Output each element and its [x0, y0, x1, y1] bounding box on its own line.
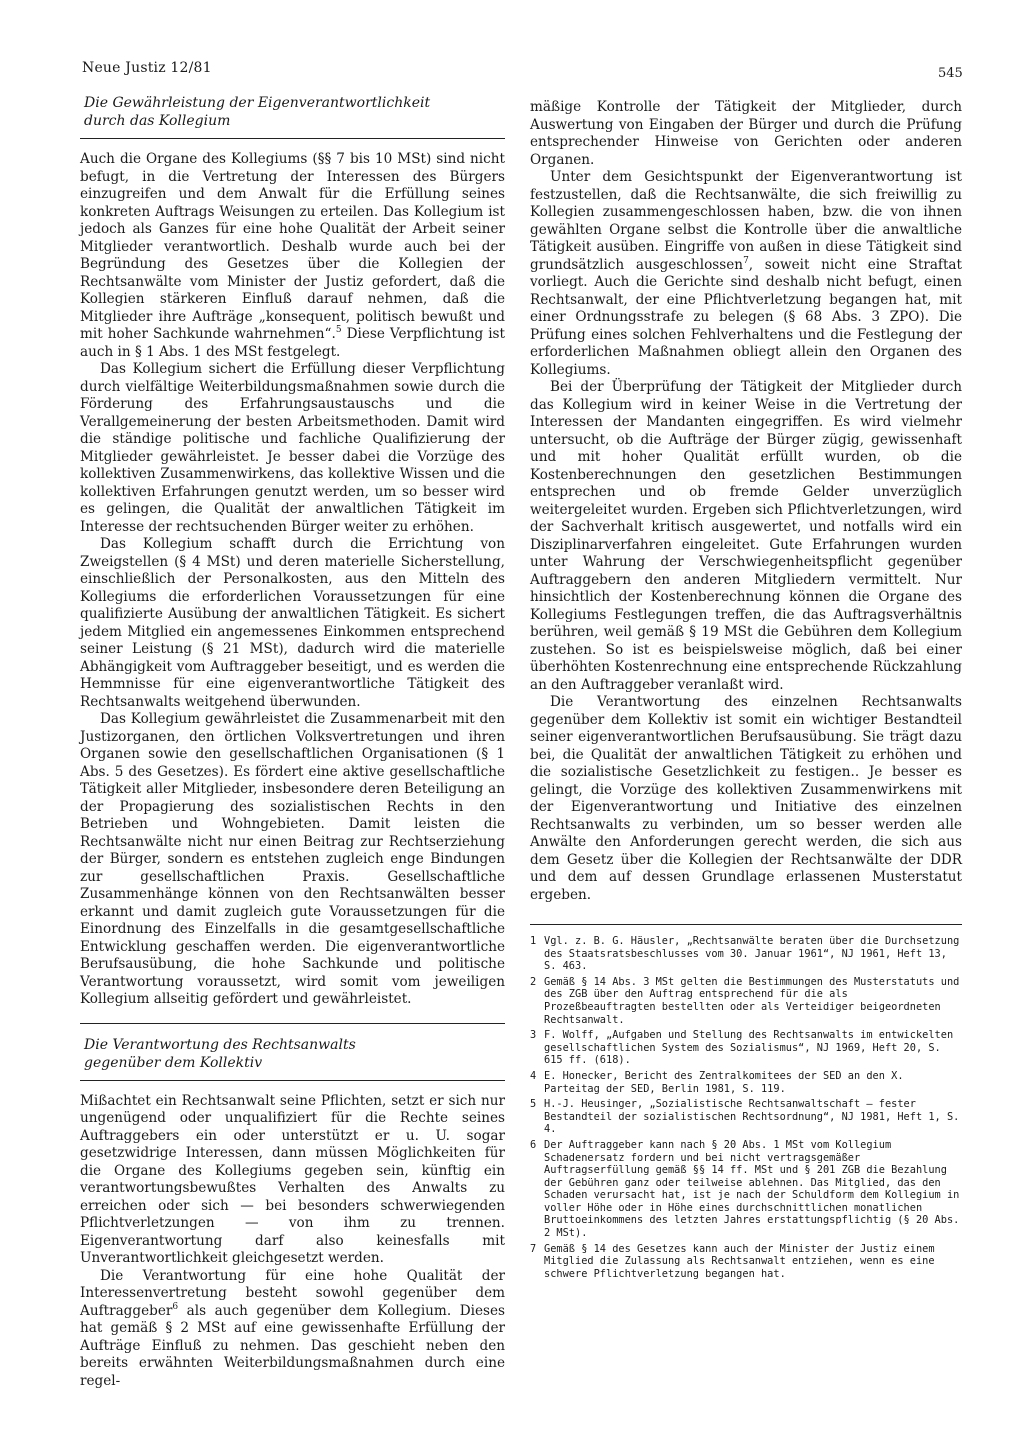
footnote-text: Gemäß § 14 Abs. 3 MSt gelten die Bestimmungen des Musterstatuts und des ZGB über den Auftrag entsprechend für die als Prozeßbeauftragten bestellten oder als Verteidiger beigeordneten Rechtsanwalt. — [544, 975, 960, 1026]
paragraph-text: Auch die Organe des Kollegiums (§§ 7 bis 10 MSt) sind nicht befugt, in die Vertretung der Interessen des Bürgers einzugreifen und dem Anwalt für die Erfüllung seines konkreten Auftrags Weisungen zu erteilen. Das Kollegium ist jedoch als Ganzes für eine hohe Qualität der Arbeit seiner Mitglieder verantwortlich. Deshalb wurde auch bei der Begründung des Gesetzes über die Kollegien der Rechtsanwälte vom Minister der Justiz gefordert, daß die Kollegien stärkeren Einfluß darauf nehmen, daß die Mitglieder ihre Aufträge „konsequent, politisch bewußt und mit hoher Sachkunde wahrnehmen“. — [80, 151, 505, 342]
footnote — [530, 935, 962, 973]
paragraph: Die Verantwortung des einzelnen Rechtsanwalts gegenüber dem Kollektiv ist somit ein wichtiger Bestandteil seiner eigenverantwortlichen Berufsausübung. Sie trägt dazu bei, die Qualität der anwaltlichen Tätigkeit zu erhöhen und die sozialistische Gesetzlichkeit zu festigen.. Je besser es gelingt, die Vorzüge des kollektiven Zusammenwirkens mit der Eigenverantwortung und Initiative des einzelnen Rechtsanwalts zu verbinden, um so besser werden alle Anwälte den Anforderungen gerecht werden, die sich aus dem Gesetz über die Kollegien der Rechtsanwälte der DDR und dem auf dessen Grundlage erlassenen Musterstatut ergeben. — [530, 694, 962, 903]
section-heading-eigenverantwortlichkeit — [84, 94, 505, 130]
heading-line: gegenüber dem Kollektiv — [84, 1054, 263, 1071]
paragraph — [530, 169, 962, 379]
footnote-number: 7 — [530, 1242, 537, 1255]
footnote-text: Der Auftraggeber kann nach § 20 Abs. 1 MSt vom Kollegium Schadenersatz fordern und bei nicht vertragsgemäßer Auftragserfüllung gemäß §§ 14 ff. MSt und § 201 ZGB die Bezahlung der Gebühren ganz oder teilweise ablehnen. Das Mitglied, das den Schaden verursacht hat, ist je nach der Schuldform dem Kollegium in voller Höhe oder in Höhe eines durchschnittlichen monatlichen Bruttoeinkommens des letzten Jahres erstattungspflichtig (§ 20 Abs. 2 MSt). — [544, 1138, 960, 1240]
section-rule — [80, 1023, 505, 1024]
paragraph — [80, 1268, 505, 1391]
footnote — [530, 1139, 962, 1240]
paragraph-text: Diese Verpflichtung ist auch in § 1 Abs. 1 des MSt festgelegt. — [80, 326, 505, 360]
right-column — [530, 99, 962, 1283]
heading-line: durch das Kollegium — [84, 113, 231, 129]
footnote — [530, 1098, 962, 1136]
paragraph: mäßige Kontrolle der Tätigkeit der Mitglieder, durch Auswertung von Eingaben der Bürger und durch die Prüfung entsprechender Hinweise von Gerichten oder anderen Organen. — [530, 99, 962, 168]
footnote-text: H.-J. Heusinger, „Sozialistische Rechtsanwaltschaft — fester Bestandteil der sozialistischen Rechtsordnung“, NJ 1981, Heft 1, S. 4. — [544, 1098, 960, 1136]
journal-header: Neue Justiz 12/81 — [82, 60, 212, 76]
footnote-ref: 5 — [335, 325, 342, 335]
footnote-number: 2 — [530, 975, 537, 988]
footnote-text: Vgl. z. B. G. Häusler, „Rechtsanwälte beraten über die Durchsetzung des Staatsratsbeschlusses vom 30. Januar 1961“, NJ 1961, Heft 13, S. 463. — [544, 935, 960, 973]
section-rule — [80, 1080, 505, 1081]
footnote-number: 3 — [530, 1029, 537, 1042]
left-column — [80, 94, 505, 1390]
footnote-number: 6 — [530, 1138, 537, 1151]
footnote — [530, 1070, 962, 1095]
paragraph-text: Unter dem Gesichtspunkt der Eigenverantwortung ist festzustellen, daß die Rechtsanwälte, die sich freiwillig zu Kollegien zusammengeschlossen haben, bzw. die von ihnen gewählten Organe selbst die Kontrolle über die anwaltliche Tätigkeit ausüben. Eingriffe von außen in diese Tätigkeit sind grundsätzlich ausgeschlossen — [530, 169, 962, 273]
paragraph-text: Die Verantwortung für eine hohe Qualität der Interessenvertretung besteht sowohl gegenüber dem Auftraggeber — [80, 1267, 505, 1319]
footnote-number: 4 — [530, 1069, 537, 1082]
heading-line: Die Gewährleistung der Eigenverantwortlichkeit — [84, 95, 431, 111]
footnote-text: Gemäß § 14 des Gesetzes kann auch der Minister der Justiz einem Mitglied die Zulassung als Rechtsanwalt entziehen, wenn es eine schwere Pflichtverletzung begangen hat. — [544, 1242, 935, 1280]
footnote-text: F. Wolff, „Aufgaben und Stellung des Rechtsanwalts im entwickelten gesellschaftlichen System des Sozialismus“, NJ 1969, Heft 20, S. 615 ff. (618). — [544, 1029, 954, 1067]
paragraph — [80, 151, 505, 361]
footnote-ref: 6 — [172, 1301, 179, 1312]
footnote — [530, 976, 962, 1026]
heading-line: Die Verantwortung des Rechtsanwalts — [84, 1036, 356, 1053]
section-heading-verantwortung — [84, 1036, 505, 1072]
footnotes — [530, 924, 962, 1280]
page-number: 545 — [938, 66, 963, 81]
footnote-number: 1 — [530, 935, 537, 947]
section-rule — [80, 138, 505, 139]
paragraph: Das Kollegium sichert die Erfüllung dieser Verpflichtung durch vielfältige Weiterbildungsmaßnahmen sowie durch die Förderung des Erfahrungsaustauschs und die Verallgemeinerung der besten Arbeitsmethoden. Damit wird die ständige politische und fachliche Qualifizierung der Mitglieder gewährleistet. Je besser dabei die Vorzüge des kollektiven Zusammenwirkens, das kollektive Wissen und die kollektiven Erfahrungen genutzt werden, um so besser wird es gelingen, die Qualität der anwaltlichen Tätigkeit im Interesse der rechtsuchenden Bürger weiter zu erhöhen. — [80, 361, 505, 535]
paragraph: Bei der Überprüfung der Tätigkeit der Mitglieder durch das Kollegium wird in keiner Weise in die Vertretung der Interessen der Mandanten eingegriffen. Es wird vielmehr untersucht, ob die Aufträge der Bürger zügig, gewissenhaft und mit hoher Qualität erfüllt wurden, ob die Kostenberechnungen den gesetzlichen Bestimmungen entsprechen und ob fremde Gelder unverzüglich weitergeleitet wurden. Ergeben sich Pflichtverletzungen, wird der Sachverhalt kritisch ausgewertet, und notfalls wird ein Disziplinarverfahren eingeleitet. Gute Erfahrungen wurden unter Wahrung der Verschwiegenheitspflicht gegenüber Auftraggebern den anderen Mitgliedern vermittelt. Nur hinsichtlich der Kostenberechnung können die Organe des Kollegiums Festlegungen treffen, die das Auftragsverhältnis berühren, weil gemäß § 19 MSt die Gebühren dem Kollegium zustehen. So ist es beispielsweise möglich, daß bei einer überhöhten Kostenrechnung eine entsprechende Rückzahlung an den Auftraggeber veranlaßt wird. — [530, 379, 962, 693]
paragraph: Das Kollegium schafft durch die Errichtung von Zweigstellen (§ 4 MSt) und deren materielle Sicherstellung, einschließlich der Personalkosten, aus den Mitteln des Kollegiums die erforderlichen Voraussetzungen für eine qualifizierte Ausübung der anwaltlichen Tätigkeit. Es sichert jedem Mitglied ein angemessenes Einkommen entsprechend seiner Leistung (§ 21 MSt), dadurch wird die materielle Abhängigkeit vom Auftraggeber beseitigt, und es werden die Hemmnisse für eine eigenverantwortliche Tätigkeit des Rechtsanwalts weitgehend überwunden. — [80, 536, 505, 710]
paragraph-text: , soweit nicht eine Straftat vorliegt. Auch die Gerichte sind deshalb nicht befugt, einen Rechtsanwalt, der eine Pflichtverletzung begangen hat, mit einer Ordnungsstrafe zu belegen (§ 68 Abs. 3 ZPO). Die Prüfung eines solchen Fehlverhaltens und die Festlegung der erforderlichen Maßnahmen obliegt allein den Organen des Kollegiums. — [530, 256, 962, 378]
footnote-text: E. Honecker, Bericht des Zentralkomitees der SED an den X. Parteitag der SED, Berlin 1981, S. 119. — [544, 1069, 904, 1095]
paragraph-text: als auch gegenüber dem Kollegium. Dieses hat gemäß § 2 MSt auf eine gewissenhafte Erfüllung der Aufträge Einfluß zu nehmen. Das geschieht neben den bereits erwähnten Weiterbildungsmaßnahmen durch eine regel- — [80, 1302, 505, 1389]
footnote — [530, 1029, 962, 1067]
paragraph: Mißachtet ein Rechtsanwalt seine Pflichten, setzt er sich nur ungenügend oder unqualifiziert für die Rechte seines Auftraggebers ein oder unterstützt er u. U. sogar gesetzwidrige Interessen, dann müssen Möglichkeiten für die Organe des Kollegiums gegeben sein, künftig ein verantwortungsbewußtes Verhalten des Anwalts zu erreichen oder sich — bei besonders schwerwiegenden Pflichtverletzungen — von ihm zu trennen. Eigenverantwortung darf also keinesfalls mit Unverantwortlichkeit gleichgesetzt werden. — [80, 1092, 505, 1266]
footnote-number: 5 — [530, 1098, 537, 1111]
footnote-ref: 7 — [743, 255, 749, 266]
paragraph: Das Kollegium gewährleistet die Zusammenarbeit mit den Justizorganen, den örtlichen Volksvertretungen und ihren Organen sowie den gesellschaftlichen Organisationen (§ 1 Abs. 5 des Gesetzes). Es fördert eine aktive gesellschaftliche Tätigkeit aller Mitglieder, insbesondere deren Beteiligung an der Propagierung des sozialistischen Rechts in den Betrieben und Wohngebieten. Damit leisten die Rechtsanwälte nicht nur einen Beitrag zur Rechtserziehung der Bürger, sondern es entstehen zugleich enge Bindungen zur gesellschaftlichen Praxis. Gesellschaftliche Zusammenhänge können von den Rechtsanwälten besser erkannt und damit zugleich gute Voraussetzungen für die Einordnung des Einzelfalls in die gesamtgesellschaftliche Entwicklung geschaffen werden. Die eigenverantwortliche Berufsausübung, die hohe Sachkunde und politische Verantwortung voraussetzt, wird somit vom jeweiligen Kollegium allseitig gefördert und gewährleistet. — [80, 711, 505, 1007]
footnote — [530, 1243, 962, 1281]
